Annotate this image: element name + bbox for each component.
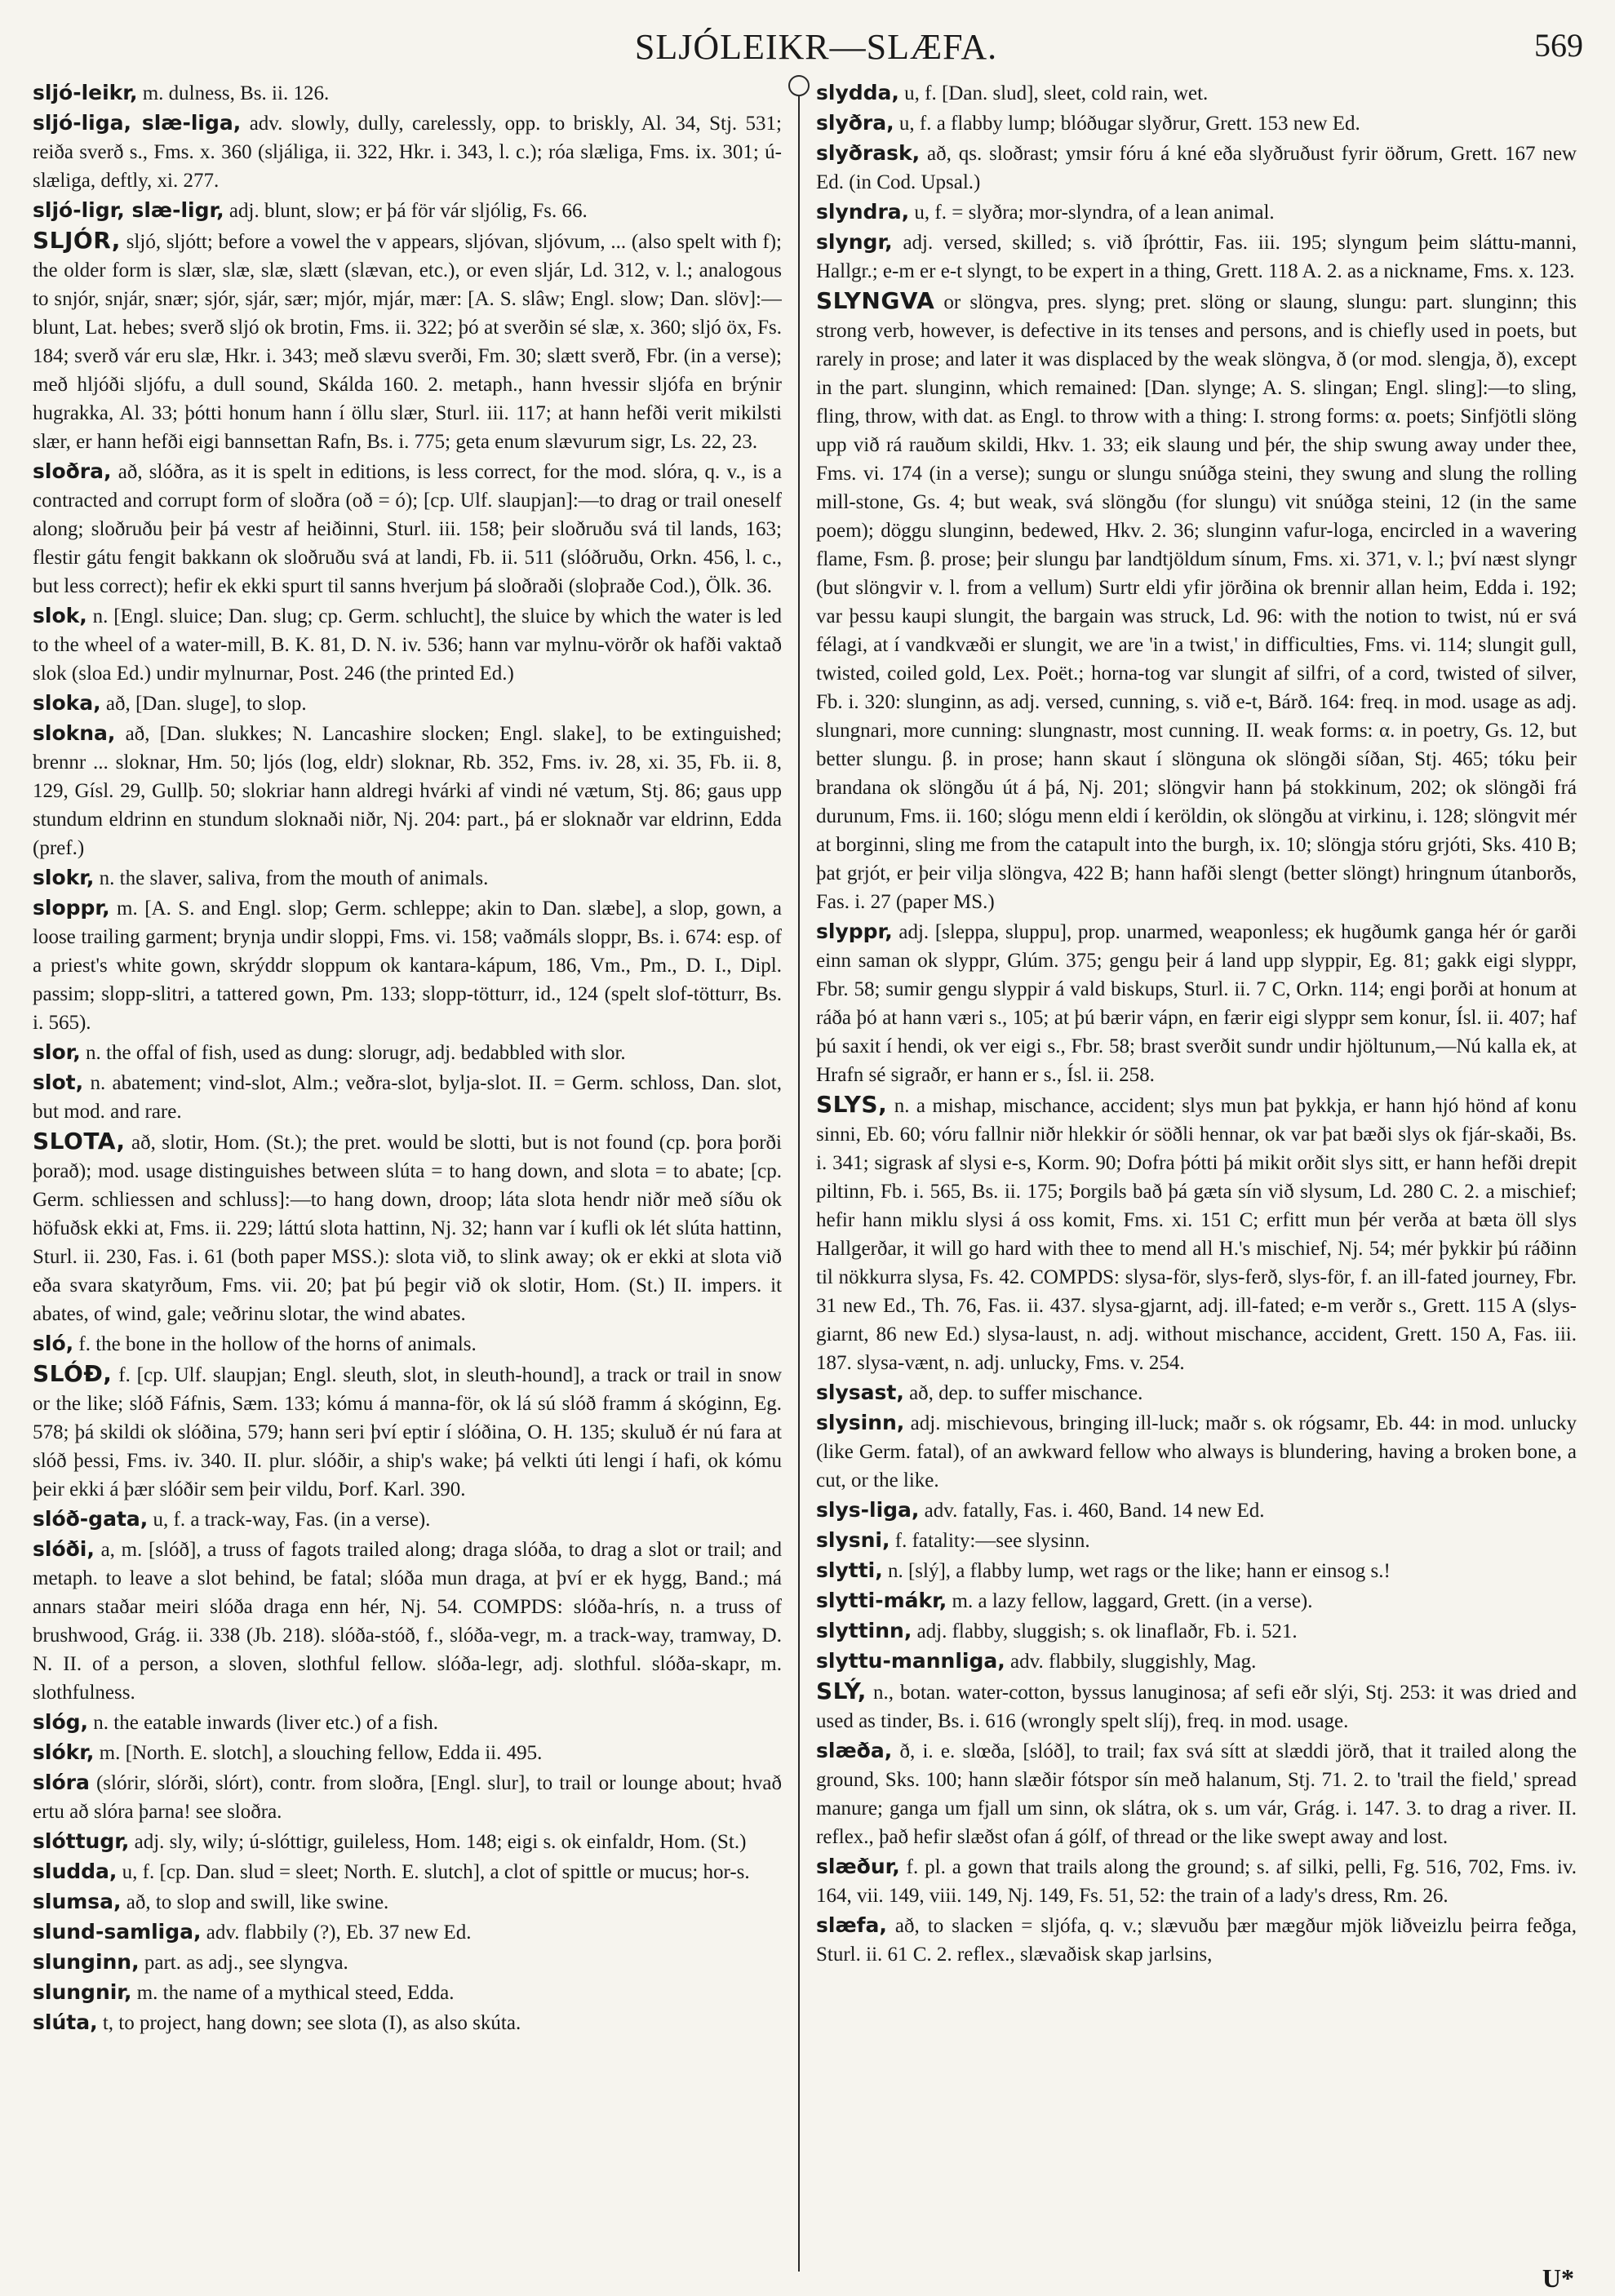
dictionary-entry (816, 1496, 1577, 1525)
entry-definition: u, f. [cp. Dan. slud = sleet; North. E. slutch], a clot of spittle or mucus; hor-s. (122, 1861, 750, 1883)
entry-headword: slyttinn, (816, 1619, 912, 1642)
entry-definition: n. the offal of fish, used as dung: slorugr, adj. bedabbled with slor. (86, 1042, 626, 1064)
entry-headword: slumsa, (33, 1890, 122, 1913)
dictionary-entry (33, 1857, 782, 1886)
dictionary-entry (33, 1708, 782, 1737)
entry-headword: SLYNGVA (816, 287, 935, 314)
entry-headword: slund-samliga, (33, 1920, 202, 1944)
entry-headword: sludda, (33, 1859, 118, 1883)
entry-definition: adv. flabbily, sluggishly, Mag. (1010, 1651, 1257, 1673)
page-number: 569 (1534, 27, 1583, 64)
entry-headword: slóra (33, 1771, 90, 1794)
dictionary-entry (816, 1911, 1577, 1969)
entry-definition: part. as adj., see slyngva. (144, 1952, 348, 1974)
entry-headword: slóð-gata, (33, 1507, 149, 1531)
entry-headword: sloka, (33, 691, 101, 715)
entry-headword: slyppr, (816, 920, 893, 943)
entry-definition: or slöngva, pres. slyng; pret. slöng or slaung, slungu: part. slunginn; this strong verb, however, is defective in its tenses and persons, and is chiefly used in poets, but rarely in prose; and later it was displaced by the weak slöngva, ð (or mod. slengja, ð), except in the part. slunginn, which remained: [Dan. slynge; A. S. slingan; Engl. sling]:—to sling, fling, throw, with dat. as Engl. to throw with a thing: I. strong forms: α. poets; Sinfjötli slöng upp við rá rauðum skildi, Hkv. 1. 33; eik slaung und þér, the ship swung away under thee, Fms. vi. 174 (in a verse); sungu or slungu snúðga steini, they swung and slung the rolling mill-stone, Gs. 4; but weak, svá slöngðu (for slungu) vit snúðga steini, 12 (in the same poem); döggu slunginn, bedewed, Hkv. 2. 36; slunginn vafur-loga, encircled in a wavering flame, Fsm. β. prose; þeir slungu þar landtjöldum sínum, Fms. xi. 371, v. l.; því næst slyngr (but slöngvir v. l. from a vellum) Surtr eldi yfir jörðina ok brennir allan heim, Edda i. 192; var þessu kaupi slungit, the bargain was struck, Ld. 96: with the notion to twist, nú er svá félagi, at í vandkvæði er slungit, we are 'in a twist,' in difficulties, Fms. vi. 114; slungit gull, twisted, coiled gold, Lex. Poët.; horna-tog var slungit af silfri, of a cord, twisted of silver, Fb. i. 320: slunginn, as adj. versed, cunning, s. við e-t, Bárð. 164: freq. in mod. usage as adj. slungnari, more cunning: slungnastr, most cunning. II. weak forms: α. in poetry, Gs. 12, but better slungu. β. in prose; hann skaut í slöngunа ok slöngði síðan, Stj. 465; tóku þeir brandana ok slöngðu út á þá, Nj. 201; slöngvir hann þá stokkinum, 202; ok slöngði frá durunum, Fms. ii. 160; slógu menn eldi í keröldin, ok slöngðu at virkinu, i. 128; slöngvit mér at borginni, sling me from the catapult into the burgh, ix. 10; slöngja stóru grjóti, Sks. 410 B; þat grjót, er þeir vilja slöngva, 422 B; hann hafði slengt (better slöngt) hringnum útanborðs, Fas. i. 27 (paper MS.) (816, 291, 1577, 913)
entry-definition: m. [A. S. and Engl. slop; Germ. schleppe; akin to Dan. slæbe], a slop, gown, a loose trailing garment; brynja undir sloppi, Fms. vi. 158; vaðmáls sloppr, Bs. i. 674: esp. of a priest's white gown, skrýddr sloppum ok kantara-kápum, 186, Vm., Pm., D. I., Dipl. passim; slopp-slitri, a tattered gown, Pm. 133; slopp-tötturr, id., 124 (spelt slof-tötturr, Bs. i. 565). (33, 898, 782, 1034)
entry-definition: adj. sly, wily; ú-slóttigr, guileless, Hom. 148; eigi s. ok einfaldr, Hom. (St.) (134, 1831, 747, 1853)
entry-headword: sljó-liga, slæ-liga, (33, 111, 242, 135)
entry-definition: n. abatement; vind-slot, Alm.; veðra-slot, bylja-slot. II. = Germ. schloss, Dan. slot, but mod. and rare. (33, 1072, 782, 1123)
entry-definition: n. [Engl. sluice; Dan. slug; cp. Germ. schlucht], the sluice by which the water is led to the wheel of a water-mill, B. K. 81, D. N. iv. 536; hann var mylnu-vörðr ok hafði vaktað slok (sloa Ed.) undir mylnurnar, Post. 246 (the printed Ed.) (33, 605, 782, 685)
dictionary-entry (33, 1887, 782, 1917)
entry-definition: u, f. [Dan. slud], sleet, cold rain, wet. (904, 82, 1209, 104)
dictionary-entry (816, 78, 1577, 108)
entry-definition: t, to project, hang down; see slota (I), as also skúta. (102, 2012, 521, 2034)
entry-definition: m. [North. E. slotch], a slouching fellow, Edda ii. 495. (99, 1742, 543, 1764)
entry-headword: sloðra, (33, 459, 112, 483)
entry-definition: n., botan. water-cotton, byssus lanuginosa; af sefi eðr slýi, Stj. 253: it was dried and used as tinder, Bs. i. 616 (wrongly spelt slíj), freq. in mod. usage. (816, 1682, 1577, 1732)
entry-headword: slyðrask, (816, 141, 921, 165)
dictionary-entry (33, 1917, 782, 1947)
dictionary-entry (816, 197, 1577, 227)
entry-definition: að, [Dan. slukkes; N. Lancashire slocken; Engl. slake], to be extinguished; brennr ... sloknar, Hm. 50; ljós (log, eldr) sloknar, Rb. 352, Fms. iv. 28, xi. 35, Fb. ii. 8, 129, Gísl. 29, Gullþ. 50; slokriar hann aldregi hvárki af vindi né vætum, Stj. 86; gaus upp stundum eldrinn en stundum sloknaði niðr, Nj. 204: part., þá er sloknaðr var eldrinn, Edda (pref.) (33, 723, 782, 859)
entry-headword: slungnir, (33, 1980, 132, 2004)
dictionary-entry (816, 1852, 1577, 1910)
dictionary-entry (816, 1736, 1577, 1851)
entry-headword: slok, (33, 604, 87, 627)
dictionary-entry (33, 457, 782, 601)
dictionary-entry (33, 196, 782, 225)
entry-definition: adj. mischievous, bringing ill-luck; maðr s. ok rógsamr, Eb. 44: in mod. unlucky (like Germ. fatal), of an awkward fellow who always is blundering, having a broken bone, a cut, or the like. (816, 1412, 1577, 1492)
entry-definition: f. [cp. Ulf. slaupjan; Engl. sleuth, slot, in sleuth-hound], a track or trail in snow or the like; slóð Fáfnis, Sæm. 133; kómu á manna-för, ok lá sú slóð framm á skóginn, Eg. 578; þá skildi ok slóðina, 579; hann seri því eptir í slóðina, O. H. 135; skuluð ér nú fara at slóð þessi, Fms. iv. 340. II. plur. slóðir, a ship's wake; þá velkti úti lengi í hafi, ok kómu þeir ekki á þær slóðir sem þeir vildu, Þorf. Karl. 390. (33, 1364, 782, 1500)
entry-definition: ð, i. e. slœða, [slóð], to trail; fax svá sítt at slæddi jörð, that it trailed along the ground, Sks. 100; hann slæðir fótspor sín með halanum, Stj. 71. 2. to 'trail the field,' spread manure; ganga um fjall um sinn, ok slátra, ok s. um vár, Grág. i. 147. 3. to drag a river. II. reflex., það hefir slæðst ofan á gólf, of thread or the like swept away and lost. (816, 1740, 1577, 1848)
entry-definition: n. [slý], a flabby lump, wet rags or the like; hann er einsog s.! (887, 1560, 1391, 1582)
entry-headword: slókr, (33, 1740, 95, 1764)
entry-definition: að, qs. sloðrast; ymsir fóru á kné eða slyðruðust fyrir öðrum, Grett. 167 new Ed. (in Cod. Upsal.) (816, 143, 1577, 193)
entry-definition: n. a mishap, mischance, accident; slys mun þat þykkja, er hann hjó hönd af konu sinni, Eb. 60; vóru fallnir niðr hlekkir ór söðli hennar, ok var þat bæði slys ok fjár-skaði, Bs. i. 341; sigrask af slysi e-s, Korm. 90; Dofra þótti þá mikit orðit slys sitt, er hann hefði drepit piltinn, Fb. i. 565, Bs. ii. 175; Þorgils bað þá gæta sín við slysum, Ld. 280 C. 2. a mischief; hefir hann miklu slysi á oss komit, Fms. xi. 151 C; erfitt mun þér verða at bæta öll slys Hallgerðar, it will go hard with thee to mend all H.'s mischief, Nj. 54; mér þykkir þú ráðinn til nökkurra slysa, Fs. 42. COMPDS: slysa-för, slys-ferð, slys-för, f. an ill-fated journey, Fbr. 31 new Ed., Th. 76, Fas. ii. 437. slysa-gjarnt, adj. ill-fated; e-m verðr s., Grett. 115 A (slys-giarnt, 86 new Ed.) slysa-laust, n. adj. without mischance, accident, Grett. 150 A, Fas. iii. 187. slysa-vænt, n. adj. unlucky, Fms. v. 254. (816, 1095, 1577, 1374)
entry-headword: SLOTA, (33, 1128, 126, 1155)
dictionary-entry (816, 228, 1577, 286)
entry-definition: að, to slop and swill, like swine. (126, 1891, 389, 1913)
dictionary-entry (816, 1408, 1577, 1495)
column-divider (798, 85, 800, 2272)
dictionary-entry (33, 1738, 782, 1767)
dictionary-entry (33, 601, 782, 688)
entry-definition: (slórir, slórði, slórt), contr. from sloðra, [Engl. slur], to trail or lounge about; hvað ertu að slóra þarna! see sloðra. (33, 1772, 782, 1823)
entry-definition: adv. flabbily (?), Eb. 37 new Ed. (206, 1921, 472, 1944)
entry-headword: slyðra, (816, 111, 894, 135)
dictionary-entry (816, 1526, 1577, 1555)
entry-headword: slokr, (33, 866, 95, 889)
entry-headword: SLÝ, (816, 1678, 867, 1704)
entry-headword: SLYS, (816, 1091, 888, 1118)
entry-headword: slæða, (816, 1739, 893, 1762)
entry-definition: adj. flabby, sluggish; s. ok linaflaðr, Fb. i. 521. (916, 1620, 1298, 1642)
dictionary-entry (33, 226, 782, 456)
entry-definition: að, dep. to suffer mischance. (909, 1382, 1143, 1404)
entry-headword: slóði, (33, 1537, 95, 1561)
page-header (49, 23, 1583, 69)
entry-headword: SLÓÐ, (33, 1360, 113, 1387)
entry-definition: adv. fatally, Fas. i. 460, Band. 14 new Ed. (924, 1500, 1265, 1522)
dictionary-entry (33, 109, 782, 195)
dictionary-entry (816, 1647, 1577, 1676)
dictionary-entry (816, 109, 1577, 138)
entry-headword: slot, (33, 1070, 84, 1094)
entry-headword: slys-liga, (816, 1498, 920, 1522)
entry-definition: f. pl. a gown that trails along the ground; s. af silki, pelli, Fg. 516, 702, Fms. iv. 164, vii. 149, viii. 149, Nj. 149, Fs. 51, 52: the train of a lady's dress, Rm. 26. (816, 1856, 1577, 1907)
dictionary-entry (33, 78, 782, 108)
entry-headword: sljó-leikr, (33, 81, 138, 104)
entry-definition: u, f. a track-way, Fas. (in a verse). (153, 1509, 431, 1531)
entry-definition: u, f. = slyðra; mor-slyndra, of a lean animal. (914, 202, 1275, 224)
entry-headword: SLJÓR, (33, 227, 121, 254)
entry-headword: slúta, (33, 2010, 98, 2034)
dictionary-entry (33, 1038, 782, 1067)
entry-definition: f. fatality:—see slysinn. (894, 1530, 1090, 1552)
dictionary-entry (33, 1535, 782, 1707)
entry-headword: slóttugr, (33, 1829, 130, 1853)
entry-headword: slyngr, (816, 230, 893, 254)
dictionary-entry (33, 1978, 782, 2007)
entry-definition: m. a lazy fellow, laggard, Grett. (in a verse). (952, 1590, 1313, 1612)
dictionary-entry (816, 286, 1577, 916)
entry-definition: n. the eatable inwards (liver etc.) of a fish. (93, 1712, 439, 1734)
dictionary-entry (816, 1378, 1577, 1407)
entry-headword: slæfa, (816, 1913, 887, 1937)
dictionary-entry (816, 1090, 1577, 1377)
entry-headword: slyttu-mannliga, (816, 1649, 1005, 1673)
dictionary-entry (33, 689, 782, 718)
entry-headword: slæður, (816, 1855, 900, 1878)
dictionary-entry (33, 1827, 782, 1856)
dictionary-entry (33, 1068, 782, 1126)
entry-headword: slóg, (33, 1710, 89, 1734)
entry-definition: adj. blunt, slow; er þá för vár sljólig, Fs. 66. (228, 200, 588, 222)
entry-definition: adj. versed, skilled; s. við íþróttir, Fas. iii. 195; slyngum þeim sláttu-manni, Hallgr.; e-m er e-t slyngt, to be expert in a thing, Grett. 118 A. 2. as a nickname, Fms. x. 123. (816, 232, 1577, 282)
dictionary-entry (33, 1948, 782, 1977)
dictionary-entry (816, 1616, 1577, 1646)
entry-headword: slokna, (33, 721, 116, 745)
entry-definition: m. dulness, Bs. ii. 126. (142, 82, 330, 104)
entry-definition: að, [Dan. sluge], to slop. (105, 693, 307, 715)
entry-headword: slor, (33, 1040, 81, 1064)
entry-headword: slunginn, (33, 1950, 140, 1974)
dictionary-entry (33, 1127, 782, 1328)
entry-definition: að, to slacken = sljófa, q. v.; slævuðu þær mægður mjök liðveizlu þeirra feðga, Sturl. ii. 61 C. 2. reflex., slævaðisk skap jarlsins, (816, 1915, 1577, 1966)
divider-ornament (788, 75, 810, 96)
dictionary-entry (816, 917, 1577, 1089)
entry-definition: sljó, sljótt; before a vowel the v appears, sljóvan, sljóvum, ... (also spelt with f); the older form is slær, slæ, slæ, slætt (slævan, etc.), or even sljár, Ld. 312, v. l.; analogous to snjór, snjár, snær; sjór, sjár, sær; mjór, mjár, mær: [A. S. slâw; Engl. slow; Dan. slöv]:—blunt, Lat. hebes; sverð sljó ok brotin, Fms. ii. 322; þó at sverðin sé slæ, x. 360; sljó öx, Fs. 184; sverð vár eru slæ, Hkr. i. 343; með slævu sverði, Fm. 30; slætt sverð, Fbr. (in a verse); með hljóði sljófu, a dull sound, Skálda 160. 2. metaph., hann hvessir sljófa en brýnir hugrakka, Al. 33; þótti honum hann í öllu slær, Sturl. iii. 117; at hann hefði verit mikilsti slær, er hann hefði eigi bannsettan Rafn, Bs. i. 775; geta enum slævurum sigr, Ls. 22, 23. (33, 231, 782, 453)
entry-definition: n. the slaver, saliva, from the mouth of animals. (99, 867, 489, 889)
dictionary-entry (33, 2008, 782, 2037)
entry-headword: slysni, (816, 1528, 890, 1552)
entry-definition: adj. [sleppa, sluppu], prop. unarmed, weaponless; ek hugðumk ganga hér ór garði einn saman ok slyppr, Glúm. 375; gengu þeir á land upp slyppir, Eg. 81; gakk eigi slyppr, Fbr. 58; sumir gengu slyppir á vald biskups, Sturl. ii. 7 C, Orkn. 114; engi þorði at honum at ráða þó at hann væri s., 105; at þú bærir vápn, en færir eigi slyppr sem konur, Ísl. ii. 407; haf þú saxit í hendi, ok ver eigi s., Fbr. 58; brast sverðit sundr undir hjöltunum,—Nú kalla ek, at Hrafn sé sigraðr, er hann er s., Ísl. ii. 258. (816, 921, 1577, 1086)
entry-headword: sljó-ligr, slæ-ligr, (33, 198, 224, 222)
entry-headword: slytti-mákr, (816, 1589, 947, 1612)
entry-headword: slysinn, (816, 1411, 905, 1434)
dictionary-entry (816, 1556, 1577, 1585)
dictionary-entry (33, 1505, 782, 1534)
dictionary-entry (33, 1359, 782, 1504)
dictionary-entry (33, 893, 782, 1037)
dictionary-entry (816, 1586, 1577, 1616)
entry-definition: f. the bone in the hollow of the horns of animals. (78, 1333, 477, 1355)
entry-definition: að, slóðra, as it is spelt in editions, is less correct, for the mod. slóra, q. v., is a contracted and corrupt form of sloðra (oð = ó); [cp. Ulf. slaupjan]:—to drag or trail oneself along; sloðruðu þeir þá vestr af heiðinni, Sturl. iii. 158; þeir sloðruðu svá til lands, 163; flestir gátu fengit bakkann ok sloðruðu svá at landi, Fb. ii. 511 (slóðruðu, Orkn. 456, l. c., but less correct); hefir ek ekki spurt til sanns hverjum þá sloðraði (sloþraðe Cod.), Ölk. 36. (33, 461, 782, 597)
entry-headword: slysast, (816, 1381, 904, 1404)
right-column (816, 78, 1577, 2257)
dictionary-entry (33, 719, 782, 862)
entry-headword: slytti, (816, 1558, 883, 1582)
entry-headword: slyndra, (816, 200, 910, 224)
running-head: SLJÓLEIKR—SLÆFA. (634, 27, 998, 67)
dictionary-entry (33, 1329, 782, 1359)
dictionary-entry (816, 1677, 1577, 1735)
signature-mark: U* (1542, 2263, 1574, 2293)
entry-headword: sloppr, (33, 896, 110, 920)
dictionary-entry (816, 139, 1577, 197)
dictionary-entry (33, 1768, 782, 1826)
left-column (33, 78, 782, 2257)
entry-definition: u, f. a flabby lump; blóðugar slyðrur, Grett. 153 new Ed. (898, 113, 1360, 135)
entry-headword: slydda, (816, 81, 899, 104)
entry-definition: að, slotir, Hom. (St.); the pret. would be slotti, but is not found (cp. þora þorði þorað); mod. usage distinguishes between slúta = to hang down, and slota = to abate; [cp. Germ. schliessen and schluss]:—to hang down, droop; láta slota hendr niðr með síðu ok höfuðsk ekki at, Fms. ii. 229; láttú slota hattinn, Nj. 32; hann var í kufli ok lét slúta hattinn, Sturl. ii. 230, Fas. i. 61 (both paper MSS.): slota við, to slink away; ok er ekki at slota við eða svara skatyrðum, Fms. vii. 20; þat þú þegir við ok slotir, Hom. (St.) II. impers. it abates, of wind, gale; veðrinu slotar, the wind abates. (33, 1132, 782, 1325)
dictionary-entry (33, 863, 782, 893)
entry-definition: m. the name of a mythical steed, Edda. (136, 1982, 455, 2004)
entry-headword: sló, (33, 1332, 74, 1355)
entry-definition: adv. slowly, dully, carelessly, opp. to briskly, Al. 34, Stj. 531; reiða sverð s., Fms. x. 360 (sljáliga, ii. 322, Hkr. i. 343, l. c.); róa slæliga, Fms. ix. 301; ú-slæliga, deftly, xi. 277. (33, 113, 782, 192)
entry-definition: a, m. [slóð], a truss of fagots trailed along; draga slóða, to drag a slot or trail; and metaph. to leave a slot behind, be fatal; slóða mun draga, at því er ek hygg, Band.; má annars staðar meiri slóða draga enn hér, Nj. 54. COMPDS: slóða-hrís, n. a truss of brushwood, Grág. ii. 338 (Jb. 218). slóða-stóð, f., slóða-vegr, m. a track-way, tramway, D. N. II. of a person, a sloven, slothful fellow. slóða-legr, adj. slothful. slóða-skapr, m. slothfulness. (33, 1539, 782, 1704)
